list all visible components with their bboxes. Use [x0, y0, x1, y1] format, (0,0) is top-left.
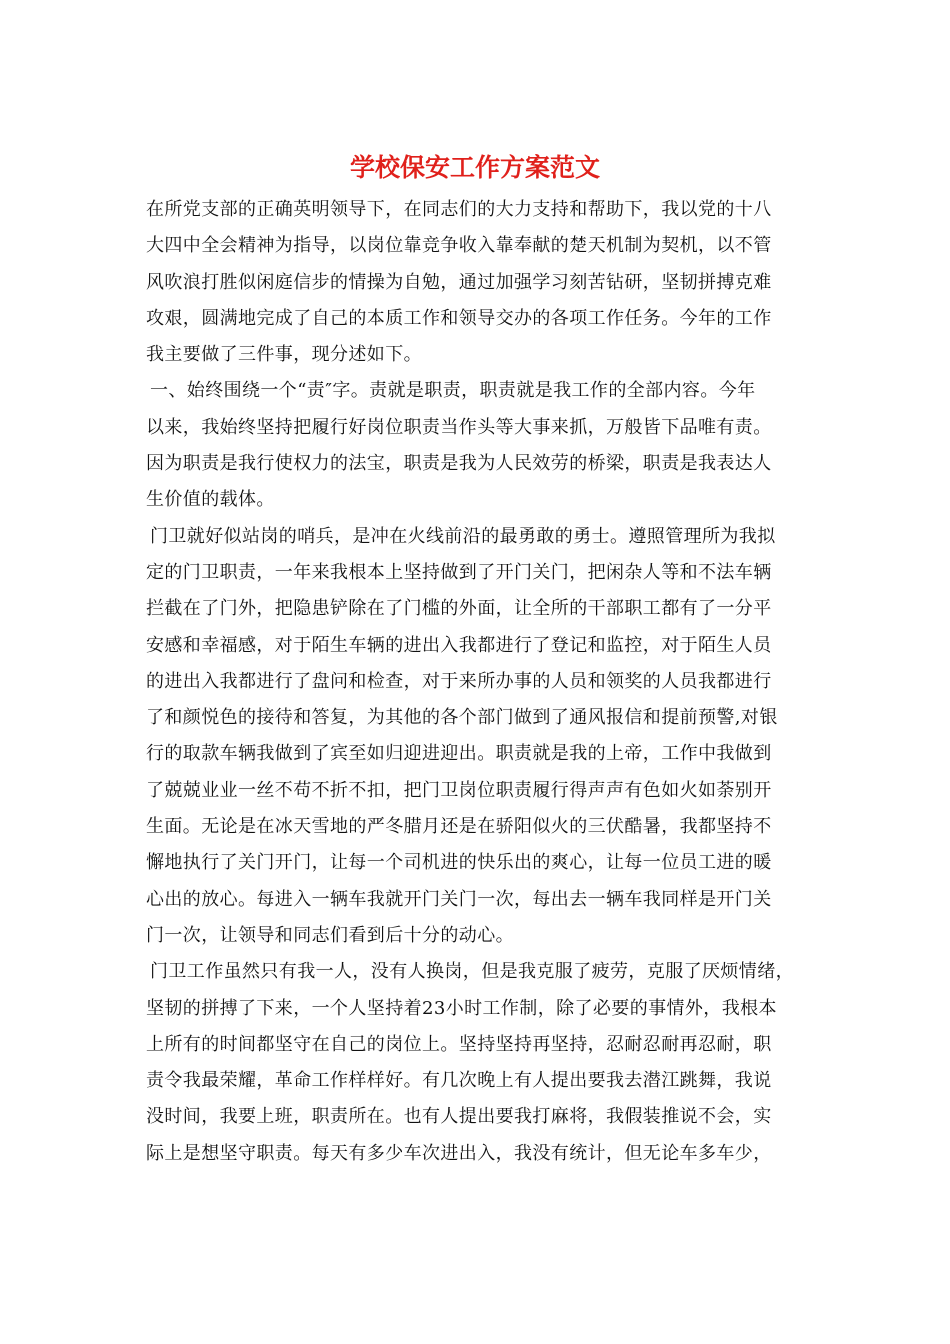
body-text-line: 责令我最荣耀，革命工作样样好。有几次晚上有人提出要我去潜江跳舞，我说: [146, 1070, 772, 1092]
body-text-line: 行的取款车辆我做到了宾至如归迎进迎出。职责就是我的上帝，工作中我做到: [146, 743, 772, 765]
body-text-line: 坚韧的拼搏了下来，一个人坚持着23小时工作制，除了必要的事情外，我根本: [146, 997, 777, 1019]
body-text-line: 安感和幸福感，对于陌生车辆的进出入我都进行了登记和监控，对于陌生人员: [146, 634, 772, 656]
body-text-line: 没时间，我要上班，职责所在。也有人提出要我打麻将，我假装推说不会，实: [146, 1106, 772, 1128]
body-text-line: 的进出入我都进行了盘问和检查，对于来所办事的人员和领奖的人员我都进行: [146, 670, 772, 692]
body-text-line: 门卫工作虽然只有我一人，没有人换岗，但是我克服了疲劳，克服了厌烦情绪，: [150, 961, 794, 983]
body-text-line: 门一次，让领导和同志们看到后十分的动心。: [146, 924, 514, 946]
body-text-line: 以来，我始终坚持把履行好岗位职责当作头等大事来抓，万般皆下品唯有责。: [146, 416, 772, 438]
body-text-line: 上所有的时间都坚守在自己的岗位上。坚持坚持再坚持，忍耐忍耐再忍耐，职: [146, 1033, 772, 1055]
body-text-line: 攻艰，圆满地完成了自己的本质工作和领导交办的各项工作任务。今年的工作: [146, 307, 772, 329]
body-text-line: 拦截在了门外，把隐患铲除在了门槛的外面，让全所的干部职工都有了一分平: [146, 598, 772, 620]
body-text-line: 际上是想坚守职责。每天有多少车次进出入，我没有统计，但无论车多车少，: [146, 1142, 772, 1164]
document-title: 学校保安工作方案范文: [349, 153, 600, 182]
document-body: [146, 192, 816, 1172]
body-text-line: 心出的放心。每进入一辆车我就开门关门一次，每出去一辆车我同样是开门关: [146, 888, 772, 910]
body-text-line: 了兢兢业业一丝不苟不折不扣，把门卫岗位职责履行得声声有色如火如荼别开: [146, 779, 772, 801]
body-text-line: 门卫就好似站岗的哨兵，是冲在火线前沿的最勇敢的勇士。遵照管理所为我拟: [150, 525, 776, 547]
body-text-line: 生价值的载体。: [146, 489, 275, 511]
body-text-line: 大四中全会精神为指导，以岗位靠竞争收入靠奉献的楚天机制为契机，以不管: [146, 235, 772, 257]
body-text-line: 在所党支部的正确英明领导下，在同志们的大力支持和帮助下，我以党的十八: [146, 199, 772, 220]
body-text-line: 定的门卫职责，一年来我根本上坚持做到了开门关门，把闲杂人等和不法车辆: [146, 561, 772, 583]
body-text-line: 懈地执行了关门开门，让每一个司机进的快乐出的爽心，让每一位员工进的暖: [146, 852, 772, 874]
body-text-line: 了和颜悦色的接待和答复，为其他的各个部门做到了通风报信和提前预警,对银: [146, 707, 778, 729]
body-text-line: 一、始终围绕一个“责″字。责就是职责，职责就是我工作的全部内容。今年: [150, 380, 756, 402]
body-text-line: 因为职责是我行使权力的法宝，职责是我为人民效劳的桥梁，职责是我表达人: [146, 453, 772, 475]
body-text-line: 生面。无论是在冰天雪地的严冬腊月还是在骄阳似火的三伏酷暑，我都坚持不: [146, 816, 772, 838]
body-text-line: 我主要做了三件事，现分述如下。: [146, 344, 422, 366]
body-text-line: 风吹浪打胜似闲庭信步的情操为自勉，通过加强学习刻苦钻研，坚韧拼搏克难: [146, 271, 772, 293]
